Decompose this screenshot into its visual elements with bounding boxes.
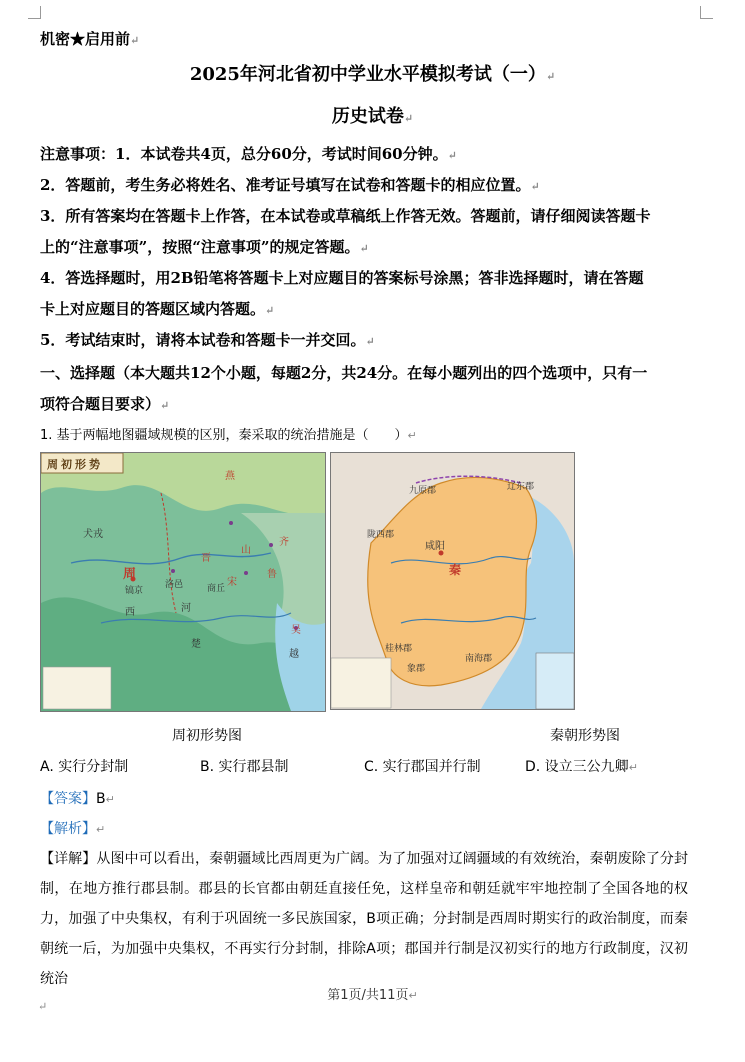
caption-zhou-map: 周初形势图	[172, 728, 242, 744]
option-b: B. 实行郡县制	[200, 759, 289, 775]
end-mark: ↵	[38, 1000, 48, 1013]
map-label-jin: 晋	[201, 553, 211, 564]
question-stem: 1. 基于两幅地图疆域规模的区别，秦采取的统治措施是（ ）↵	[40, 428, 417, 443]
option-c: C. 实行郡国并行制	[364, 759, 481, 775]
corner-mark-right	[700, 6, 713, 19]
map-label-xi: 西	[125, 607, 135, 618]
map-label-yan: 燕	[225, 471, 235, 482]
map-label-guilin: 桂林郡	[385, 644, 413, 654]
exam-title: 2025年河北省初中学业水平模拟考试（一）↵	[189, 64, 556, 85]
map-label-jiuyuan: 九原郡	[409, 486, 437, 496]
zhou-map	[40, 452, 326, 712]
option-a: A. 实行分封制	[40, 759, 129, 775]
qin-map-graphic	[331, 453, 574, 709]
map-label-he: 河	[181, 603, 191, 614]
map-label-zhou: 周	[123, 567, 137, 582]
notice-line-7: 5．考试结束时，请将本试卷和答题卡一并交回。↵	[40, 331, 375, 349]
analysis-tag: 【解析】	[40, 821, 96, 837]
analysis-line: 【解析】↵	[40, 821, 106, 837]
map-label-wu: 吴	[291, 625, 301, 636]
answer-value: B	[96, 791, 106, 807]
option-d: D. 设立三公九卿↵	[525, 759, 638, 775]
map-label-shan: 山	[241, 545, 251, 556]
zhou-map-title: 周初形势	[47, 458, 103, 471]
answer-tag: 【答案】	[40, 791, 96, 807]
map-label-luoyi: 洛邑	[165, 580, 184, 590]
corner-mark-left	[28, 6, 41, 19]
page-footer: 第1页/共11页↵	[327, 988, 418, 1003]
confidential-label: 机密★启用前↵	[40, 30, 140, 48]
notice-line-2: 2．答题前，考生务必将姓名、准考证号填写在试卷和答题卡的相应位置。↵	[40, 176, 540, 194]
caption-qin-map: 秦朝形势图	[550, 728, 620, 744]
map-label-nanhai: 南海郡	[465, 654, 493, 664]
map-label-yue: 越	[289, 649, 299, 660]
map-label-longxi: 陇西郡	[367, 530, 395, 540]
qin-map	[330, 452, 575, 710]
map-label-xianyang: 咸阳	[425, 541, 445, 552]
map-label-shangqiu: 商丘	[207, 584, 226, 594]
section-heading-line-1: 一、选择题（本大题共12个小题，每题2分，共24分。在每小题列出的四个选项中，只有一	[40, 364, 648, 382]
map-label-song: 宋	[227, 577, 237, 588]
answer-line: 【答案】B↵	[40, 791, 115, 807]
section-heading-line-2: 项符合题目要求）↵	[40, 395, 170, 413]
notice-line-3: 3．所有答案均在答题卡上作答，在本试卷或草稿纸上作答无效。答题前，请仔细阅读答题卡	[40, 207, 651, 225]
detail-paragraph	[40, 844, 688, 994]
map-label-qi: 齐	[279, 537, 289, 548]
map-label-haojing: 镐京	[125, 586, 144, 596]
notice-line-1: 注意事项：1．本试卷共4页，总分60分，考试时间60分钟。↵	[40, 145, 457, 163]
notice-line-6: 卡上对应题目的答题区域内答题。↵	[40, 300, 275, 318]
notice-line-4: 上的“注意事项”，按照“注意事项”的规定答题。↵	[40, 238, 369, 256]
notice-line-5: 4．答选择题时，用2B铅笔将答题卡上对应题目的答案标号涂黑；答非选择题时，请在答题	[40, 269, 644, 287]
map-label-qin: 秦	[449, 563, 462, 577]
detail-tag: 【详解】	[40, 851, 97, 867]
map-label-lu: 鲁	[267, 569, 277, 580]
exam-subject: 历史试卷↵	[331, 106, 414, 127]
map-label-xiang: 象郡	[407, 664, 426, 674]
map-label-quanrong: 犬戎	[83, 529, 103, 540]
detail-text: 从图中可以看出，秦朝疆域比西周更为广阔。为了加强对辽阔疆域的有效统治，秦朝废除了分封制，在地方推行郡县制。郡县的长官都由朝廷直接任免，这样皇帝和朝廷就牢牢地控制了全国各地的权力，加强了中央集权，有利于巩固统一多民族国家，B项正确；分封制是西周时期实行的政治制度，而秦朝统一后，为加强中央集权，不再实行分封制，排除A项；郡国并行制是汉初实行的地方行政制度，汉初统治	[40, 851, 689, 987]
map-label-liaodong: 辽东郡	[507, 482, 535, 492]
map-label-chu: 楚	[191, 639, 201, 650]
